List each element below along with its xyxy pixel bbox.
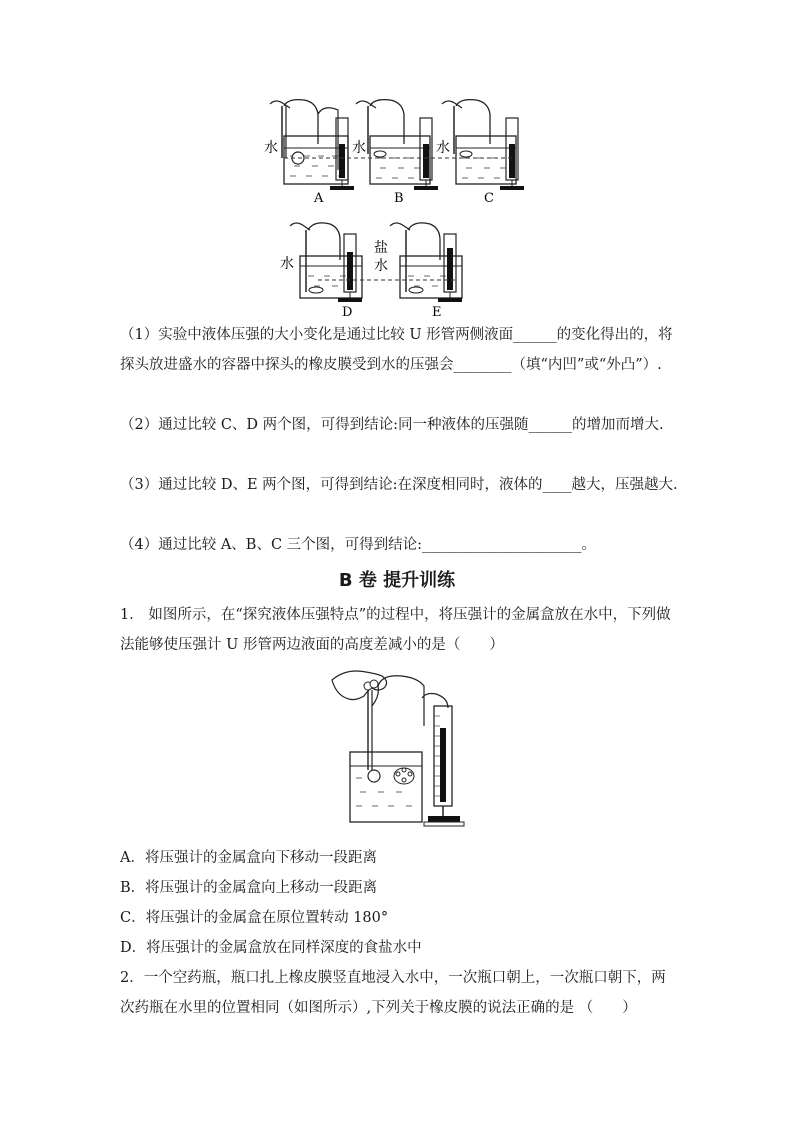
question-b-2-stem: 2．一个空药瓶，瓶口扎上橡皮膜竖直地浸入水中，一次瓶口朝上，一次瓶口朝下，两次药瓶在水里的位置相同（如图所示）,下列关于橡皮膜的说法正确的是 （ ） [120, 970, 666, 1016]
water-label-a: 水 [264, 140, 278, 156]
apparatus-b [356, 100, 438, 190]
figure-label-b: B [394, 191, 404, 206]
figure-label-c: C [484, 191, 494, 206]
apparatus-c [442, 100, 524, 190]
figure-pressure-gauge [330, 666, 480, 836]
section-b-title: B 卷 提升训练 [338, 570, 456, 591]
question-a-4: （4）通过比较 A、B、C 三个图，可得到结论:______________________。 [120, 537, 597, 553]
water-label-b: 水 [352, 140, 366, 156]
q1-option-a: A．将压强计的金属盒向下移动一段距离 [120, 850, 377, 866]
salt-label-e-2: 水 [374, 258, 388, 274]
apparatus-d [290, 223, 362, 302]
q1-option-d: D．将压强计的金属盒放在同样深度的食盐水中 [120, 940, 422, 956]
figure-label-e: E [432, 305, 442, 318]
salt-label-e-1: 盐 [374, 240, 388, 256]
question-a-3: （3）通过比较 D、E 两个图，可得到结论:在深度相同时，液体的____越大，压强越大. [120, 477, 678, 493]
question-a-1: （1）实验中液体压强的大小变化是通过比较 U 形管两侧液面______的变化得出的，将探头放进盛水的容器中探头的橡皮膜受到水的压强会________（填“内凹”或“外凸”）. [120, 327, 673, 373]
water-label-c: 水 [436, 140, 450, 156]
figure-de [278, 218, 478, 318]
figure-abc [258, 96, 528, 208]
q1-option-c: C．将压强计的金属盒在原位置转动 180° [120, 910, 389, 926]
question-a-2: （2）通过比较 C、D 两个图，可得到结论:同一种液体的压强随______的增加而增大. [120, 417, 664, 433]
question-b-1-stem: 1． 如图所示，在“探究液体压强特点”的过程中，将压强计的金属盒放在水中，下列做法能够使压强计 U 形管两边液面的高度差减小的是（ ） [120, 607, 671, 653]
q1-option-b: B．将压强计的金属盒向上移动一段距离 [120, 880, 378, 896]
apparatus-e [390, 223, 462, 302]
water-label-d: 水 [280, 256, 294, 272]
figure-label-d: D [342, 305, 353, 318]
apparatus-a [270, 100, 354, 190]
figure-label-a: A [314, 191, 324, 206]
